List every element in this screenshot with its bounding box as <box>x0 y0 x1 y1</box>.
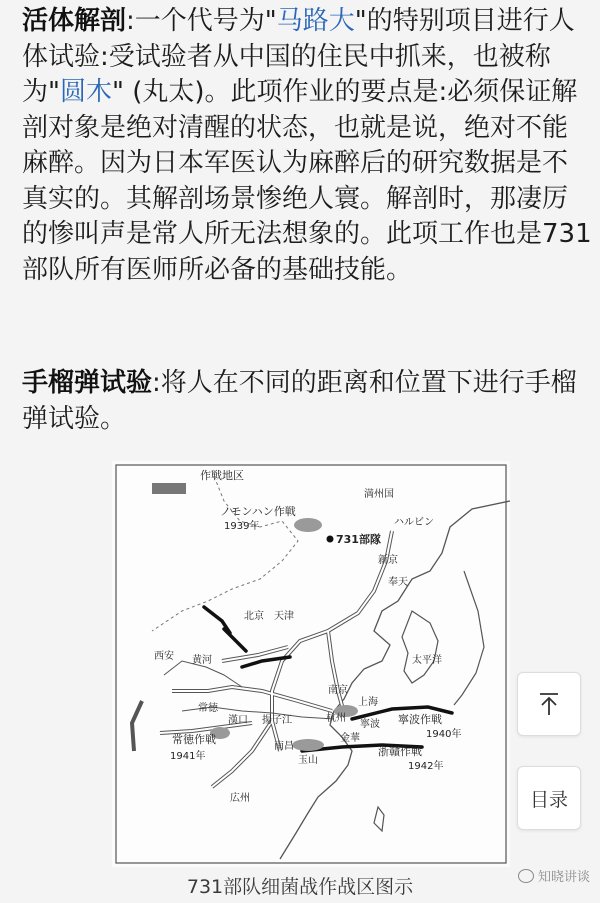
term-grenade-test: 手榴弹试验 <box>22 368 153 398</box>
label-yellow-river: 黄河 <box>192 655 212 666</box>
label-hangzhou: 杭州 <box>326 713 346 724</box>
arrow-up-icon <box>538 692 560 716</box>
label-changde-year: 1941年 <box>170 751 206 762</box>
legend-label: 作戦地区 <box>200 469 244 482</box>
label-manchukuo: 満州国 <box>364 489 394 500</box>
map-figure <box>112 461 510 867</box>
label-guangzhou: 広州 <box>230 793 250 804</box>
label-shanghai: 上海 <box>358 697 378 708</box>
label-changde-op: 常徳作戦 <box>172 733 216 746</box>
label-mukden: 奉天 <box>388 577 408 588</box>
back-to-top-button[interactable] <box>517 672 581 736</box>
label-beijing: 北京 <box>244 611 264 622</box>
legend-swatch <box>152 483 186 494</box>
term-vivisection: 活体解剖 <box>22 6 127 36</box>
wechat-icon <box>518 869 534 883</box>
label-ningbo: 寧波 <box>360 719 380 730</box>
label-tianjin: 天津 <box>274 611 294 622</box>
toc-button[interactable]: 目录 <box>517 766 581 830</box>
label-ningbo-year: 1940年 <box>426 729 462 740</box>
label-nomonhan-year: 1939年 <box>224 521 260 532</box>
label-nanjing: 南京 <box>328 685 348 696</box>
unit731-marker <box>327 536 334 543</box>
label-unit731: 731部隊 <box>336 533 381 546</box>
figure-caption: 731部队细菌战作战区图示 <box>186 876 414 898</box>
paragraph-vivisection: 活体解剖:一个代号为"马路大"的特别项目进行人体试验:受试验者从中国的住民中抓来，也被称为"圆木" (丸太)。此项作业的要点是:必须保证解剖对象是绝对清醒的状态，也就是说，绝对不能麻醉。因为日本军医认为麻醉后的研究数据是不真实的。其解剖场景惨绝人寰。解剖时，那凄厉的惨叫声是常人所无法想象的。此项工作也是731部队所有医师所必备的基础技能。 <box>22 6 592 285</box>
label-nanchang: 南昌 <box>274 741 294 752</box>
label-nomonhan: ノモンハン作戦 <box>220 505 296 518</box>
label-hsinking: 新京 <box>378 555 398 566</box>
label-changde: 常徳 <box>198 703 218 714</box>
label-hankou: 漢口 <box>228 715 248 726</box>
label-jinhua: 金華 <box>340 733 360 744</box>
label-yushan: 玉山 <box>298 755 318 766</box>
watermark: 知晓讲谈 <box>518 866 590 885</box>
link-maruta[interactable]: 圆木 <box>59 77 112 107</box>
label-ningbo-op: 寧波作戦 <box>398 713 442 726</box>
label-pacific: 太平洋 <box>412 655 442 666</box>
zone-zhegan <box>292 739 324 751</box>
label-zhegan-year: 1942年 <box>408 761 444 772</box>
zone-nomonhan <box>294 518 322 532</box>
label-yangtze: 揚子江 <box>262 715 292 726</box>
label-xian: 西安 <box>154 651 174 662</box>
paragraph-grenade-test: 手榴弹试验:将人在不同的距离和位置下进行手榴弹试验。 <box>22 368 577 434</box>
operation-map <box>112 461 510 867</box>
label-harbin: ハルビン <box>394 517 434 528</box>
label-zhegan-op: 浙贛作戦 <box>378 745 422 758</box>
link-maruta-code[interactable]: 马路大 <box>276 6 355 36</box>
